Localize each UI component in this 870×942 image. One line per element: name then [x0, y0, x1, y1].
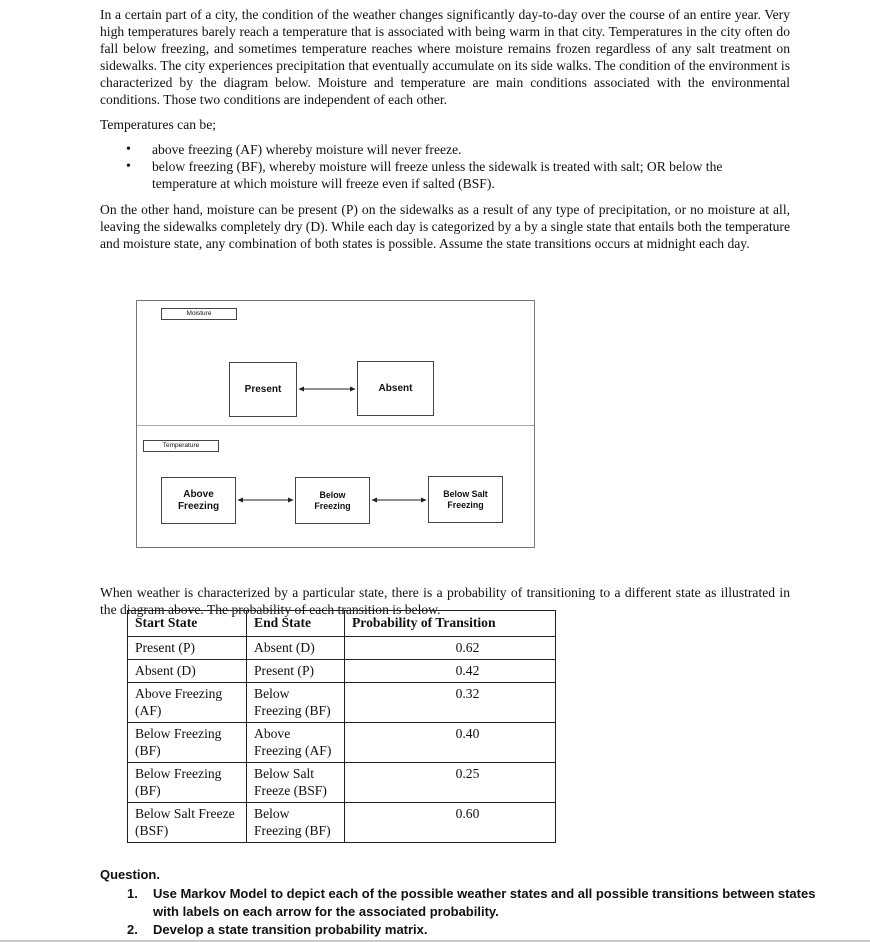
- cell-start: Above Freezing (AF): [128, 683, 247, 723]
- moisture-paragraph: On the other hand, moisture can be present (P) on the sidewalks as a result of any type of precipitation, or no moisture at all, leaving the sidewalks completely dry (D). While each day is categorized by a by a single state that entails both the temperature and moisture state, any combination of both states is possible. Assume the state transitions occurs at midnight each day.: [100, 202, 790, 251]
- table-row: [128, 803, 556, 843]
- cell-start: Present (P): [128, 637, 247, 660]
- list-item: • above freezing (AF) whereby moisture will never freeze.: [100, 141, 790, 158]
- moisture-tag: Moisture: [161, 308, 237, 320]
- temperatures-lead: Temperatures can be;: [100, 117, 217, 132]
- intro-paragraph: In a certain part of a city, the condition of the weather changes significantly day-to-day over the course of an entire year. Very high temperatures barely reach a temperature that is associated with being warm in that city. Temperatures in the city often do fall below freezing, and sometimes temperature reaches where moisture remains frozen regardless of any salt treatment on sidewalks. The city experiences precipitation that eventually accumulate on its side walks. The condition of the environment is characterized by the diagram below. Moisture and temperature are main conditions associated with the environmental conditions. Those two conditions are independent of each other.: [100, 7, 790, 107]
- table-row: [128, 660, 556, 683]
- question-text: Develop a state transition probability matrix.: [153, 922, 428, 937]
- state-above-freezing: Above Freezing: [161, 477, 236, 524]
- table-row: [128, 683, 556, 723]
- table-row: [128, 763, 556, 803]
- cell-prob: 0.42: [345, 660, 556, 683]
- header-start: Start State: [128, 611, 247, 637]
- table-row: [128, 637, 556, 660]
- questions-section: [100, 866, 820, 939]
- questions-list: [100, 885, 820, 939]
- cell-start: Absent (D): [128, 660, 247, 683]
- cell-prob: 0.32: [345, 683, 556, 723]
- cell-end: Absent (D): [247, 637, 345, 660]
- list-item: [100, 885, 820, 921]
- question-number: 2.: [127, 922, 138, 937]
- state-present: Present: [229, 362, 297, 417]
- cell-prob: 0.25: [345, 763, 556, 803]
- cell-end: Below Salt Freeze (BSF): [247, 763, 345, 803]
- question-text: Use Markov Model to depict each of the possible weather states and all possible transitions between states with labels on each arrow for the associated probability.: [153, 886, 816, 919]
- cell-prob: 0.40: [345, 723, 556, 763]
- question-number: 1.: [127, 886, 138, 901]
- table-row: [128, 723, 556, 763]
- cell-end: Present (P): [247, 660, 345, 683]
- cell-start: Below Freezing (BF): [128, 763, 247, 803]
- cell-prob: 0.60: [345, 803, 556, 843]
- cell-start: Below Freezing (BF): [128, 723, 247, 763]
- cell-end: Below Freezing (BF): [247, 683, 345, 723]
- list-item: [100, 921, 820, 939]
- cell-prob: 0.62: [345, 637, 556, 660]
- list-item: • below freezing (BF), whereby moisture will freeze unless the sidewalk is treated with salt; OR below the temperature at which moisture will freeze even if salted (BSF).: [100, 158, 790, 192]
- questions-title: Question.: [100, 867, 160, 882]
- table-header-row: [128, 611, 556, 637]
- state-below-freezing: Below Freezing: [295, 477, 370, 524]
- transition-intro: When weather is characterized by a particular state, there is a probability of transitioning to a different state as illustrated in the diagram above. The probability of each transition is below.: [100, 584, 790, 617]
- state-absent: Absent: [357, 361, 434, 416]
- transition-table: [127, 610, 556, 843]
- document-body: [100, 6, 790, 252]
- cell-start: Below Salt Freeze (BSF): [128, 803, 247, 843]
- state-diagram: [136, 300, 535, 548]
- temperature-list: [100, 141, 790, 192]
- header-probability: Probability of Transition: [345, 611, 556, 637]
- transition-arrows: [137, 301, 534, 547]
- cell-end: Above Freezing (AF): [247, 723, 345, 763]
- cell-end: Below Freezing (BF): [247, 803, 345, 843]
- temperature-tag: Temperature: [143, 440, 219, 452]
- state-below-salt-freezing: Below Salt Freezing: [428, 476, 503, 523]
- header-end: End State: [247, 611, 345, 637]
